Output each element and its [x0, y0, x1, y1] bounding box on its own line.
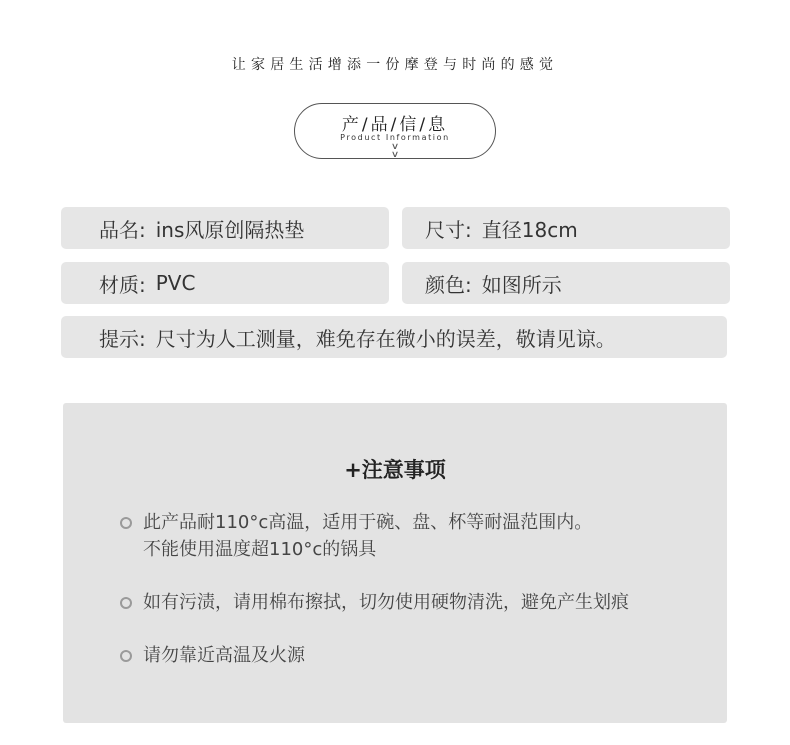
info-box-color [402, 262, 730, 304]
info-box-material [61, 262, 389, 304]
info-value: PVC [155, 271, 196, 295]
bullet-circle-icon [120, 597, 132, 609]
info-box-name [61, 207, 389, 249]
notice-item-line: 此产品耐110°c高温，适用于碗、盘、杯等耐温范围内。 [143, 512, 593, 533]
section-header-pill [294, 103, 496, 159]
notice-item-line: 如有污渍，请用棉布擦拭，切勿使用硬物清洗，避免产生划痕 [143, 592, 629, 613]
info-box-tip [61, 316, 727, 358]
info-value: ins风原创隔热垫 [155, 217, 305, 242]
info-label: 品名: [99, 217, 146, 242]
notice-panel [63, 403, 727, 723]
notice-title: +注意事项 [344, 458, 446, 482]
double-chevron-down-icon: ∨ ∨ [390, 142, 400, 160]
info-value: 如图所示 [481, 272, 562, 297]
section-title-cn: 产/品/信/息 [341, 115, 449, 135]
info-label: 提示: [99, 326, 146, 351]
notice-item-line: 不能使用温度超110°c的锅具 [143, 539, 377, 560]
section-title-en: Product Information [340, 133, 450, 142]
notice-item-line: 请勿靠近高温及火源 [143, 645, 305, 666]
slogan-text: 让家居生活增添一份摩登与时尚的感觉 [231, 57, 559, 73]
bullet-circle-icon [120, 517, 132, 529]
info-label: 材质: [99, 272, 146, 297]
info-label: 颜色: [425, 272, 472, 297]
bullet-circle-icon [120, 650, 132, 662]
info-value: 尺寸为人工测量，难免存在微小的误差，敬请见谅。 [155, 326, 616, 351]
info-box-size [402, 207, 730, 249]
info-label: 尺寸: [425, 217, 472, 242]
info-value: 直径18cm [481, 217, 578, 242]
